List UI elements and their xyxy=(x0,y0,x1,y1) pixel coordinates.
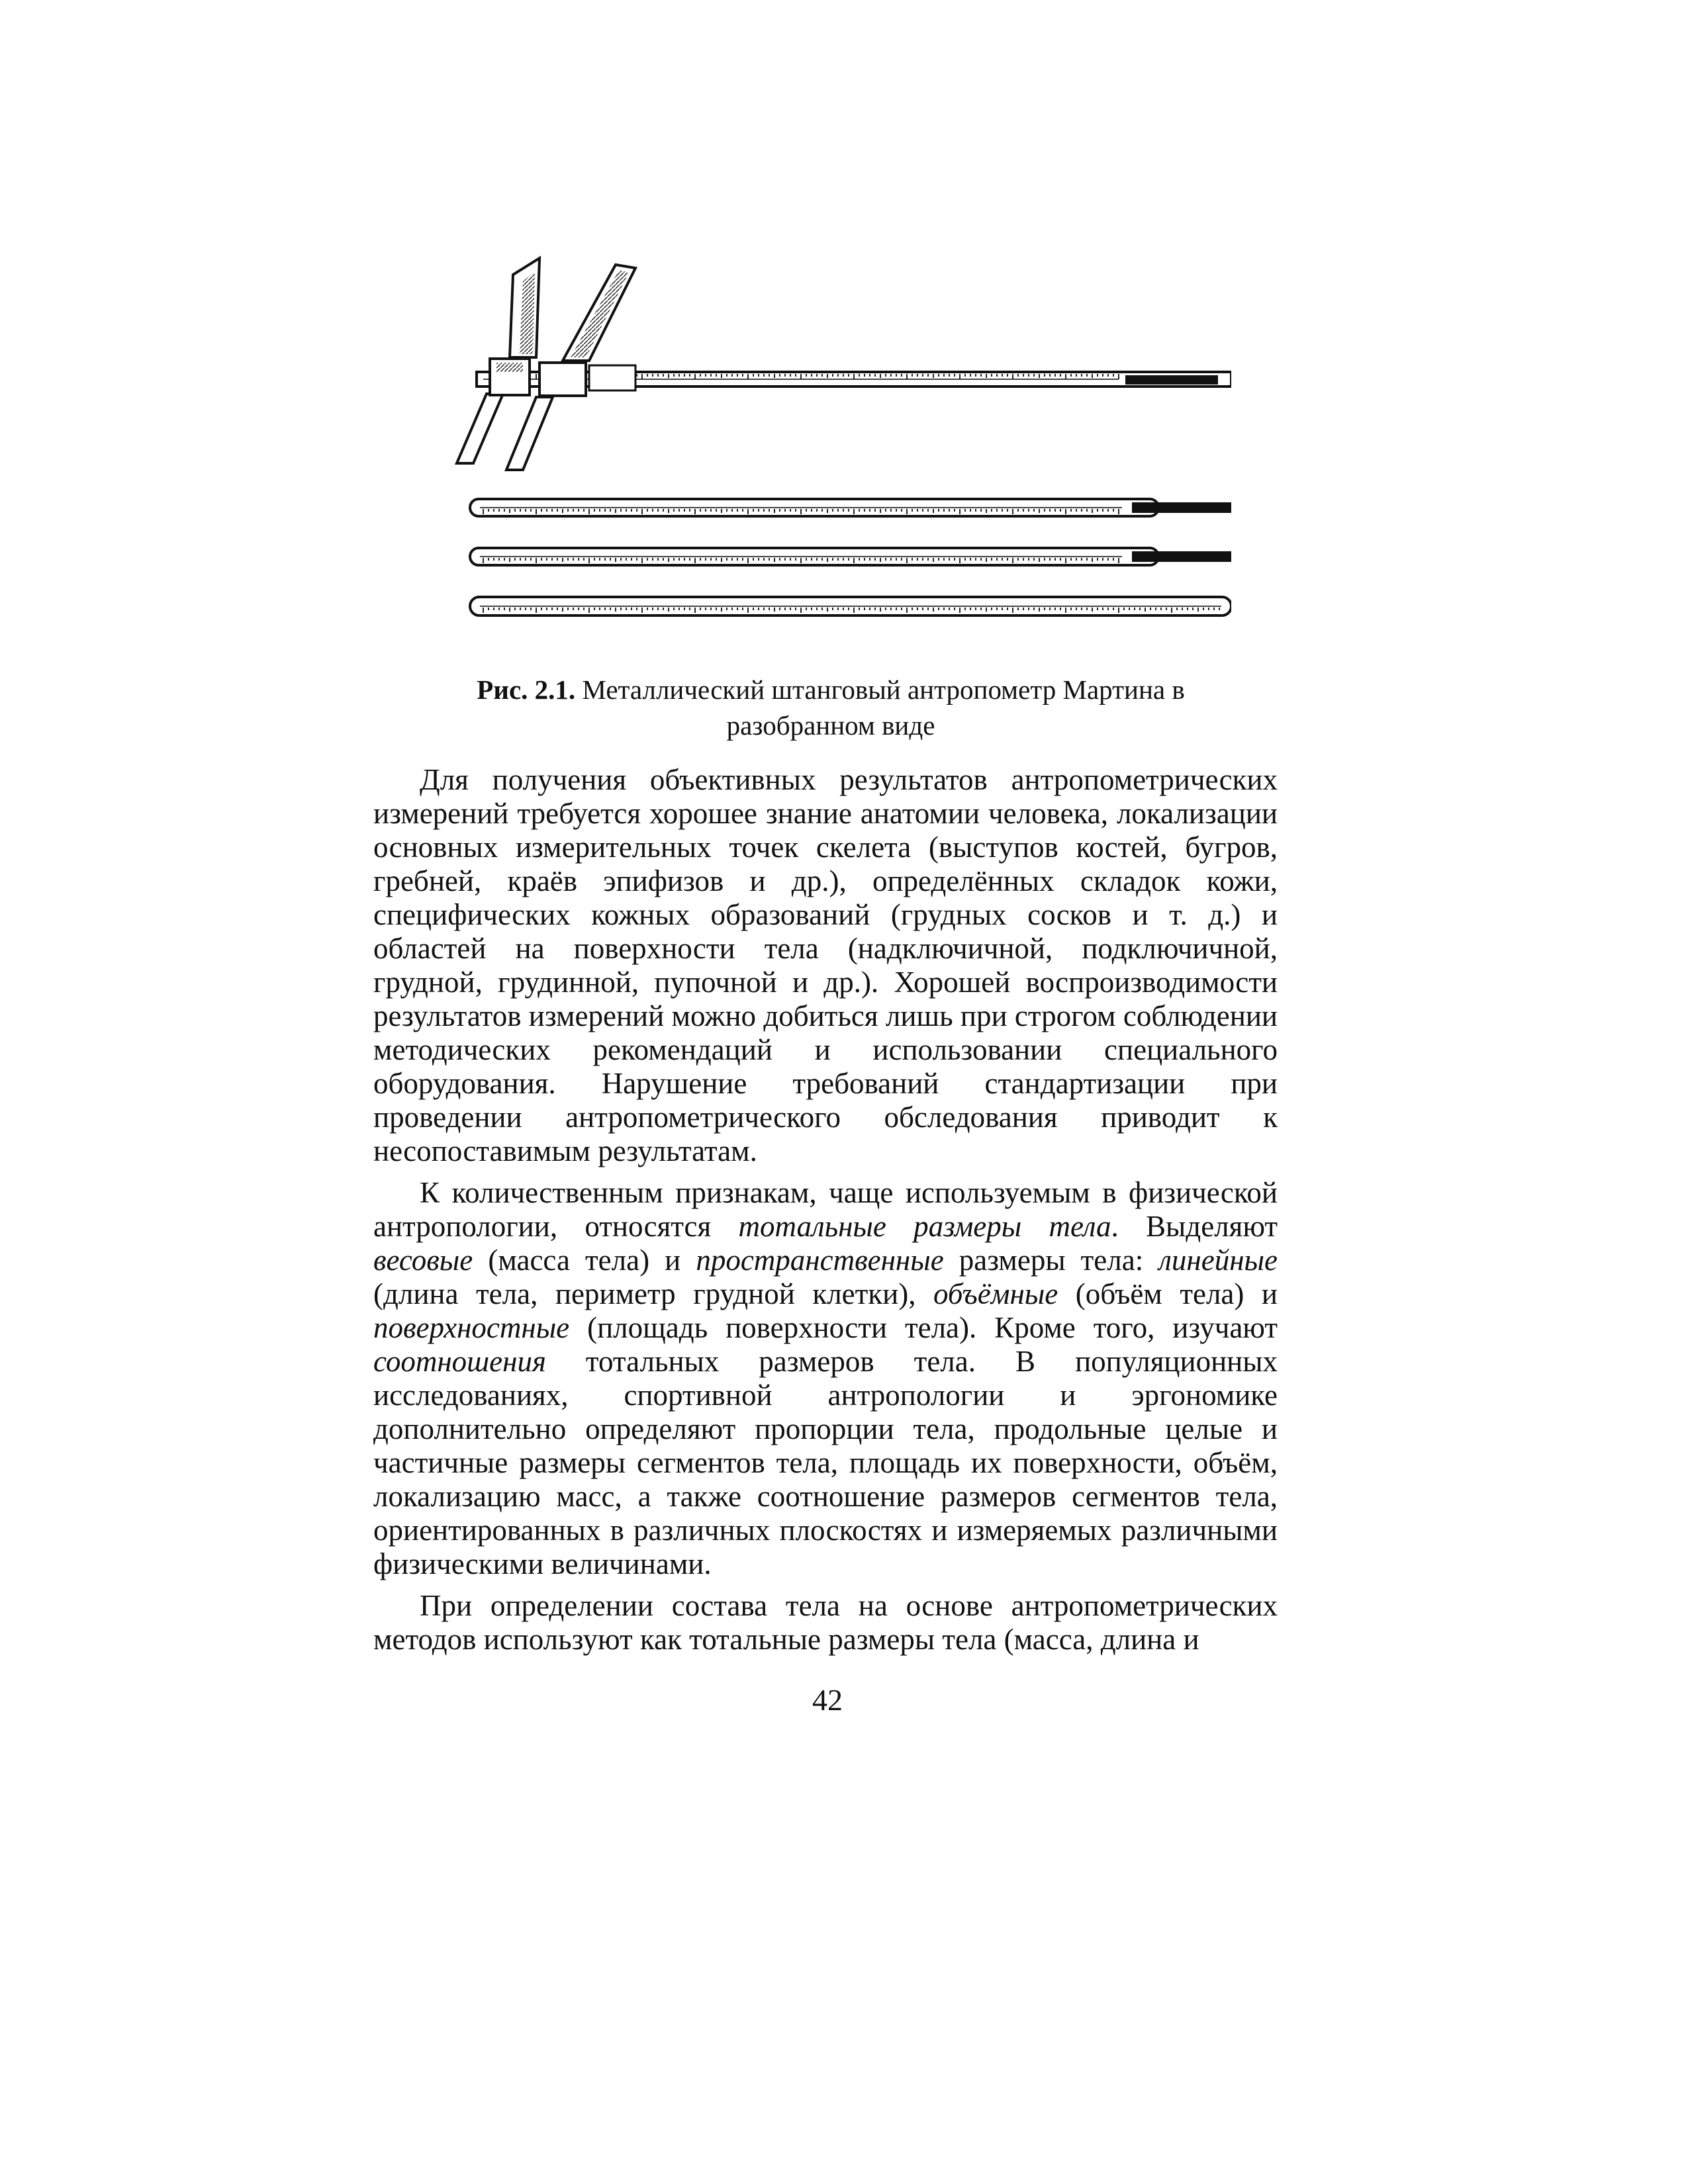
text-run: тотальных размеров тела. В популяционных исследованиях, спортивной антропологии и эргономике дополнительно определяют пропорции тела, продольные целые и частичные размеры сегментов тела, площадь их поверхности, объём, локализацию масс, а также соотношение размеров сегментов тела, ориентированных в различных плоскостях и измеряемых различными физическими величинами. xyxy=(373,1345,1278,1580)
italic-term: объёмные xyxy=(933,1277,1058,1310)
text-run: (масса тела) и xyxy=(473,1244,696,1277)
italic-term: соотношения xyxy=(373,1345,546,1378)
page-number: 42 xyxy=(812,1683,843,1717)
caption-line-2: разобранном виде xyxy=(726,710,935,741)
body-text xyxy=(373,763,1278,1664)
paragraph-3 xyxy=(373,1589,1278,1657)
assembled-anthropometer xyxy=(457,258,1231,470)
rod-segment-3 xyxy=(470,597,1231,615)
text-run: (площадь поверхности тела). Кроме того, изучают xyxy=(569,1311,1278,1344)
italic-term: поверхностные xyxy=(373,1311,570,1344)
text-run: К количественным признакам, чаще используемым в физической антропологии, относятся xyxy=(373,1176,1278,1243)
paragraph-1 xyxy=(373,763,1278,1168)
italic-term: пространственные xyxy=(696,1244,944,1277)
text-run: (длина тела, периметр грудной клетки), xyxy=(373,1277,934,1310)
text-run: При определении состава тела на основе антропометрических методов используют как тотальные размеры тела (масса, длина и xyxy=(373,1589,1278,1656)
italic-term: линейные xyxy=(1158,1244,1278,1277)
text-run: Для получения объективных результатов антропометрических измерений требуется хорошее знание анатомии человека, локализации основных измерительных точек скелета (выступов костей, бугров, гребней, краёв эпифизов и др.), определённых складок кожи, специфических кожных образований (грудных сосков и т. д.) и областей на поверхности тела (надключичной, подключичной, грудной, грудинной, пупочной и др.). Хорошей воспроизводимости результатов измерений можно добиться лишь при строгом соблюдении методических рекомендаций и использовании специального оборудования. Нарушение требований стандартизации при проведении антропометрического обследования приводит к несопоставимым результатам. xyxy=(373,763,1278,1167)
anthropometer-illustration xyxy=(397,245,1231,655)
caption-line-1: Металлический штанговый антропометр Мартина в xyxy=(582,674,1185,705)
text-run: (объём тела) и xyxy=(1058,1277,1278,1310)
text-run: размеры тела: xyxy=(943,1244,1159,1277)
figure-anthropometer xyxy=(397,245,1231,655)
figure-caption xyxy=(404,672,1258,743)
paragraph-2 xyxy=(373,1176,1278,1581)
text-run: . Выделяют xyxy=(1111,1210,1278,1243)
rod-segment-1 xyxy=(470,499,1231,516)
italic-term: тотальные размеры тела xyxy=(738,1210,1111,1243)
italic-term: весовые xyxy=(373,1244,473,1277)
caption-label: Рис. 2.1. xyxy=(477,674,576,705)
rod-segment-2 xyxy=(470,548,1231,565)
